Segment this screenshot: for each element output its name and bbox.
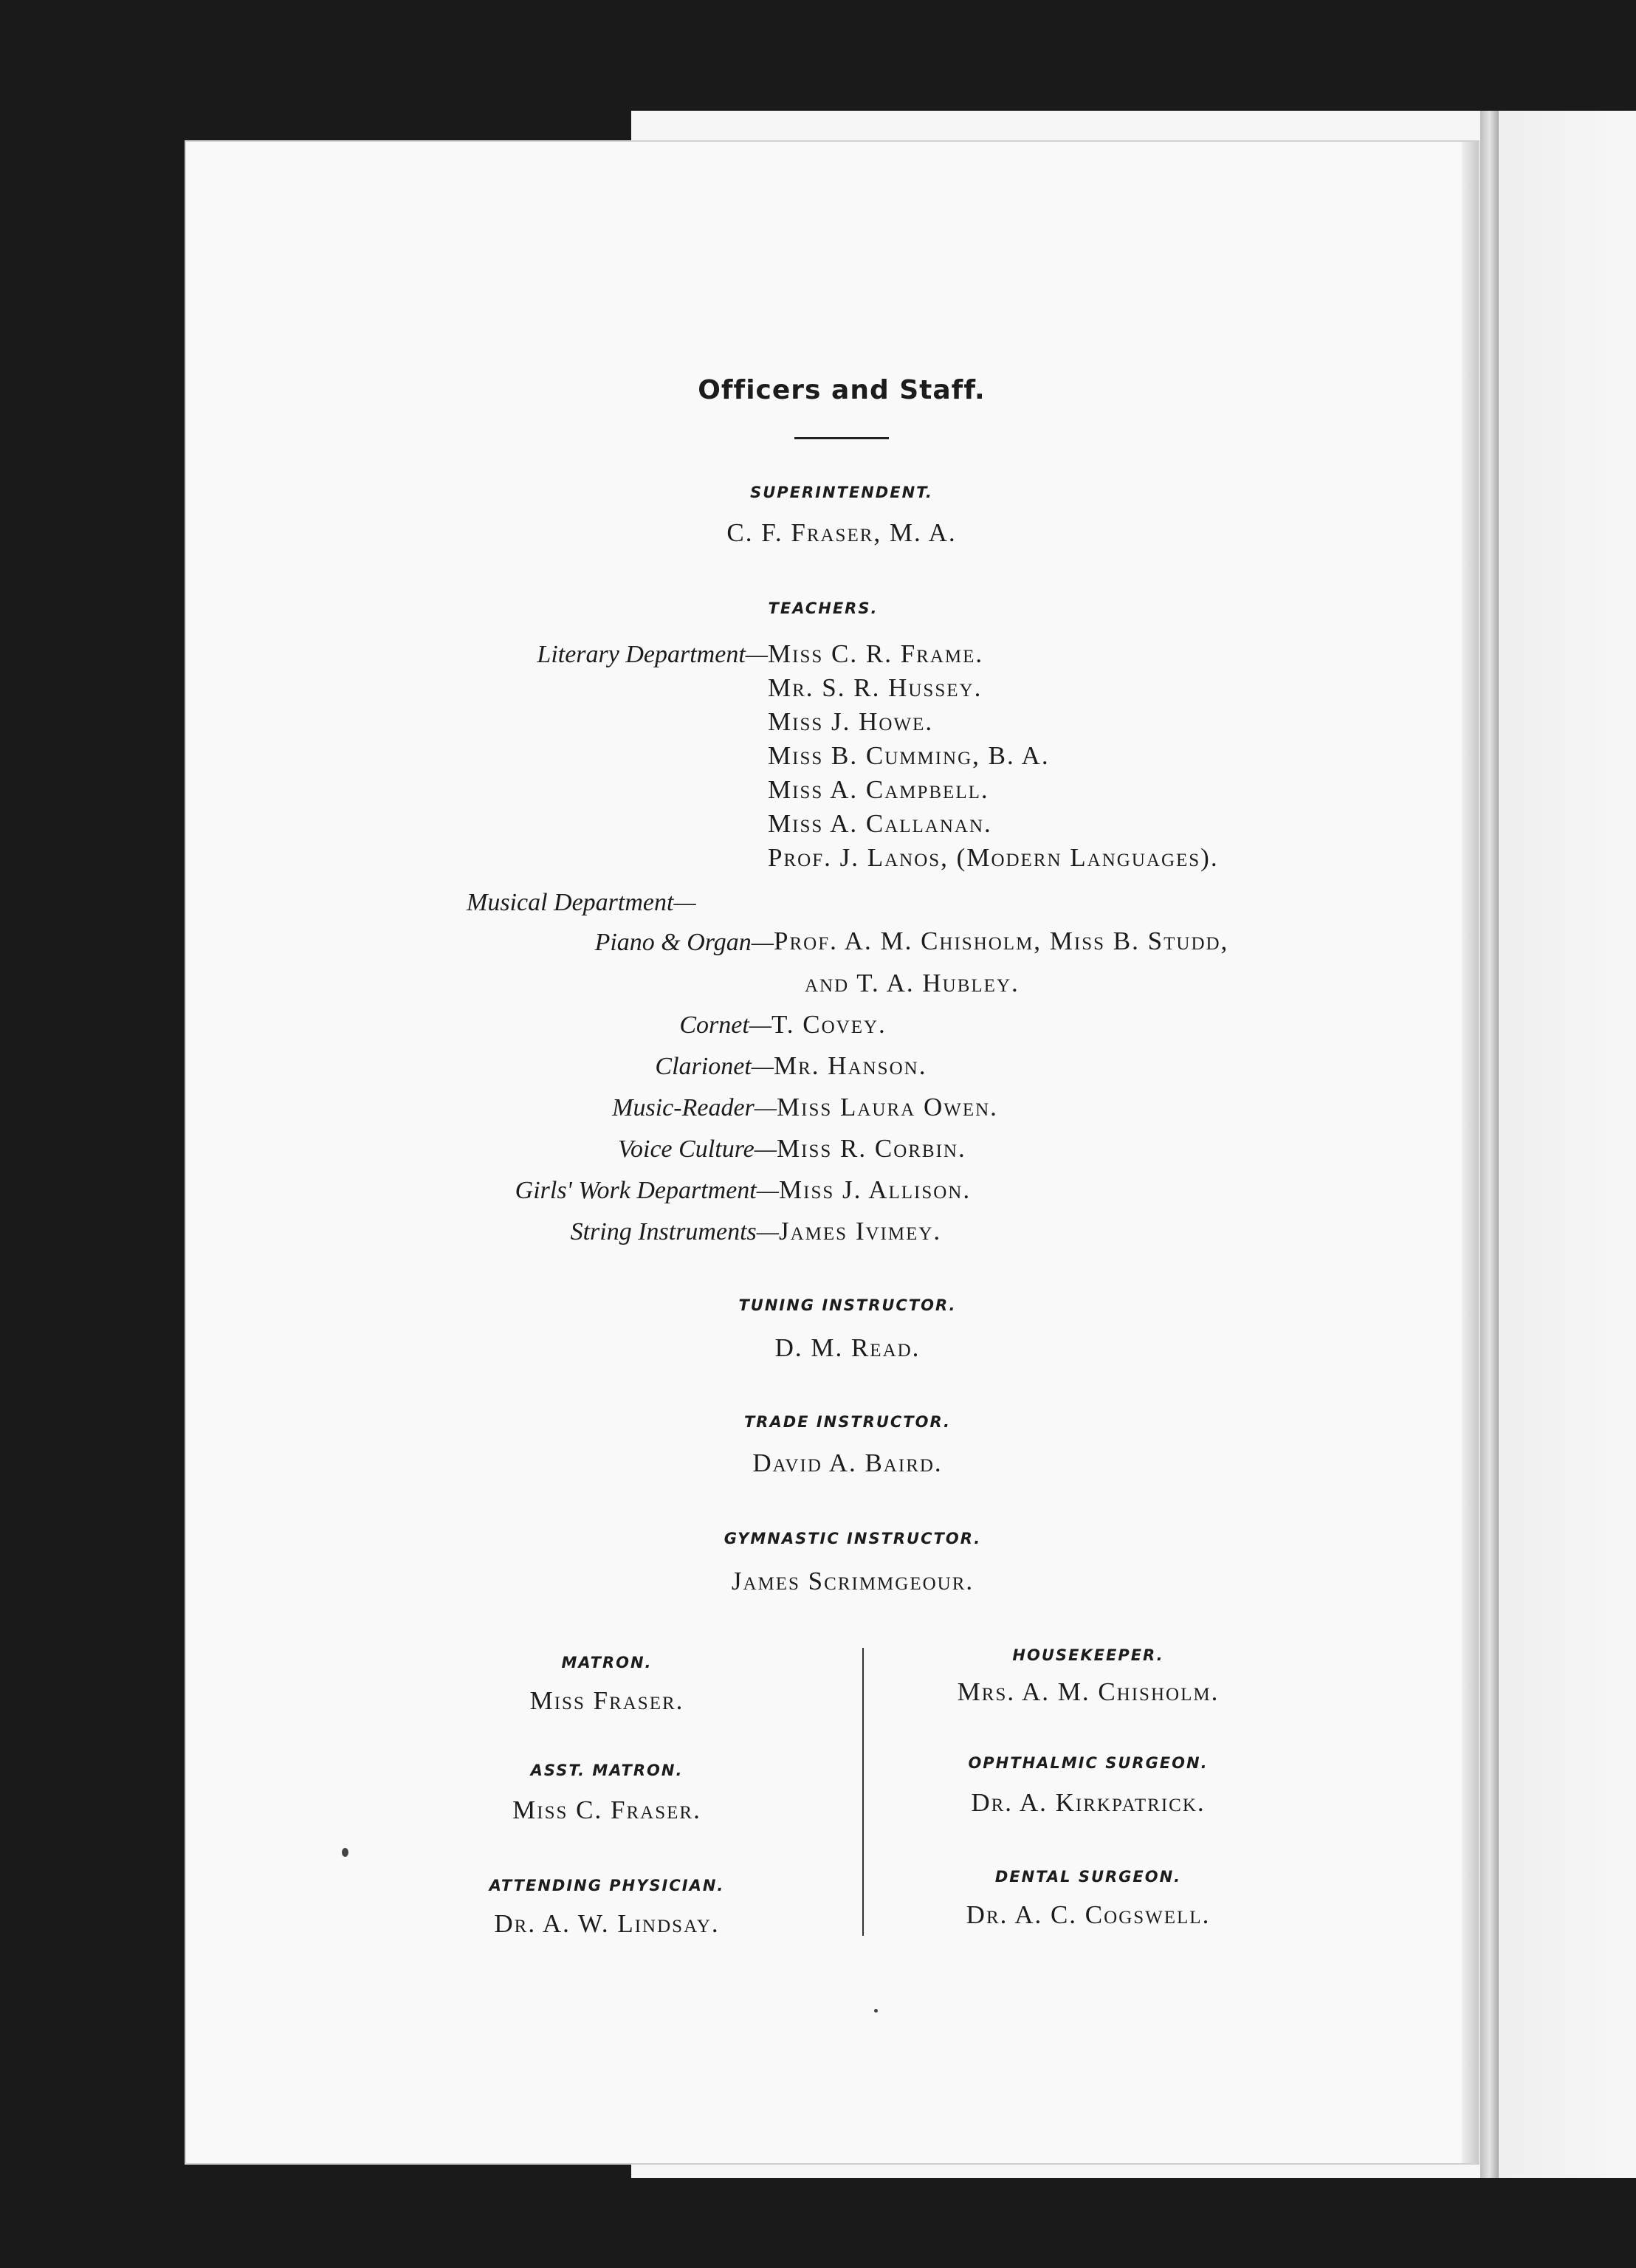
music-teacher-name: Mr. Hanson. bbox=[774, 1051, 927, 1080]
music-role-label: Voice Culture— bbox=[618, 1135, 777, 1163]
ophthalmic-surgeon-name: Dr. A. Kirkpatrick. bbox=[971, 1788, 1206, 1817]
music-teacher-name: Miss Laura Owen. bbox=[777, 1093, 998, 1121]
music-role-label: Clarionet— bbox=[655, 1053, 774, 1080]
music-role-label: Piano & Organ— bbox=[594, 929, 774, 956]
teacher-name: Miss J. Howe. bbox=[768, 707, 934, 736]
dental-surgeon-heading: DENTAL SURGEON. bbox=[994, 1868, 1182, 1886]
teacher-name: Miss A. Campbell. bbox=[768, 775, 989, 804]
music-teacher-name: James Ivimey. bbox=[779, 1217, 942, 1245]
teacher-name: Miss A. Callanan. bbox=[768, 809, 992, 838]
matron-heading: MATRON. bbox=[561, 1654, 653, 1671]
scan-speck bbox=[342, 1848, 348, 1857]
trade-instructor-heading: TRADE INSTRUCTOR. bbox=[743, 1413, 952, 1431]
teachers-heading: TEACHERS. bbox=[768, 599, 879, 617]
dental-surgeon-name: Dr. A. C. Cogswell. bbox=[966, 1900, 1211, 1929]
music-teacher-name: T. Covey. bbox=[771, 1010, 887, 1039]
music-role-label: String Instruments— bbox=[570, 1218, 779, 1245]
attending-physician-name: Dr. A. W. Lindsay. bbox=[494, 1909, 720, 1938]
literary-department-label: Literary Department— bbox=[537, 641, 768, 668]
music-role-label: Cornet— bbox=[679, 1011, 771, 1039]
music-teacher-name: Miss J. Allison. bbox=[779, 1175, 972, 1204]
superintendent-name: C. F. Fraser, M. A. bbox=[726, 518, 957, 547]
music-role-label: Girls' Work Department— bbox=[515, 1177, 779, 1204]
matron-name: Miss Fraser. bbox=[529, 1686, 684, 1715]
music-teacher-name: Prof. A. M. Chisholm, Miss B. Studd, bbox=[774, 927, 1229, 955]
title-rule bbox=[794, 437, 889, 439]
asst-matron-name: Miss C. Fraser. bbox=[512, 1796, 701, 1824]
music-role-label: Music-Reader— bbox=[612, 1094, 777, 1121]
teacher-name: Prof. J. Lanos, (Modern Languages). bbox=[768, 843, 1219, 872]
housekeeper-heading: HOUSEKEEPER. bbox=[1012, 1646, 1164, 1664]
page-edge-shadow bbox=[1462, 142, 1478, 2163]
tuning-instructor-name: D. M. Read. bbox=[774, 1333, 921, 1362]
scan-speck bbox=[874, 2009, 878, 2013]
column-divider bbox=[862, 1648, 864, 1936]
superintendent-heading: SUPERINTENDENT. bbox=[750, 484, 933, 501]
teacher-name: Mr. S. R. Hussey. bbox=[768, 673, 983, 702]
housekeeper-name: Mrs. A. M. Chisholm. bbox=[957, 1677, 1220, 1706]
asst-matron-heading: ASST. MATRON. bbox=[530, 1762, 684, 1779]
page-title: Officers and Staff. bbox=[698, 375, 986, 405]
facing-page-edge bbox=[1499, 111, 1636, 2178]
gymnastic-instructor-name: James Scrimmgeour. bbox=[731, 1567, 975, 1595]
page-fold bbox=[1480, 111, 1501, 2178]
attending-physician-heading: ATTENDING PHYSICIAN. bbox=[489, 1877, 725, 1894]
music-teacher-name: Miss R. Corbin. bbox=[777, 1134, 966, 1163]
teacher-name: Miss B. Cumming, B. A. bbox=[768, 741, 1050, 770]
gymnastic-instructor-heading: GYMNASTIC INSTRUCTOR. bbox=[724, 1530, 982, 1547]
musical-department-label: Musical Department— bbox=[467, 889, 696, 916]
trade-instructor-name: David A. Baird. bbox=[752, 1449, 943, 1477]
music-teacher-name-continued: and T. A. Hubley. bbox=[805, 969, 1020, 997]
teacher-name: Miss C. R. Frame. bbox=[768, 639, 984, 668]
tuning-instructor-heading: TUNING INSTRUCTOR. bbox=[738, 1296, 957, 1314]
ophthalmic-surgeon-heading: OPHTHALMIC SURGEON. bbox=[968, 1754, 1209, 1772]
